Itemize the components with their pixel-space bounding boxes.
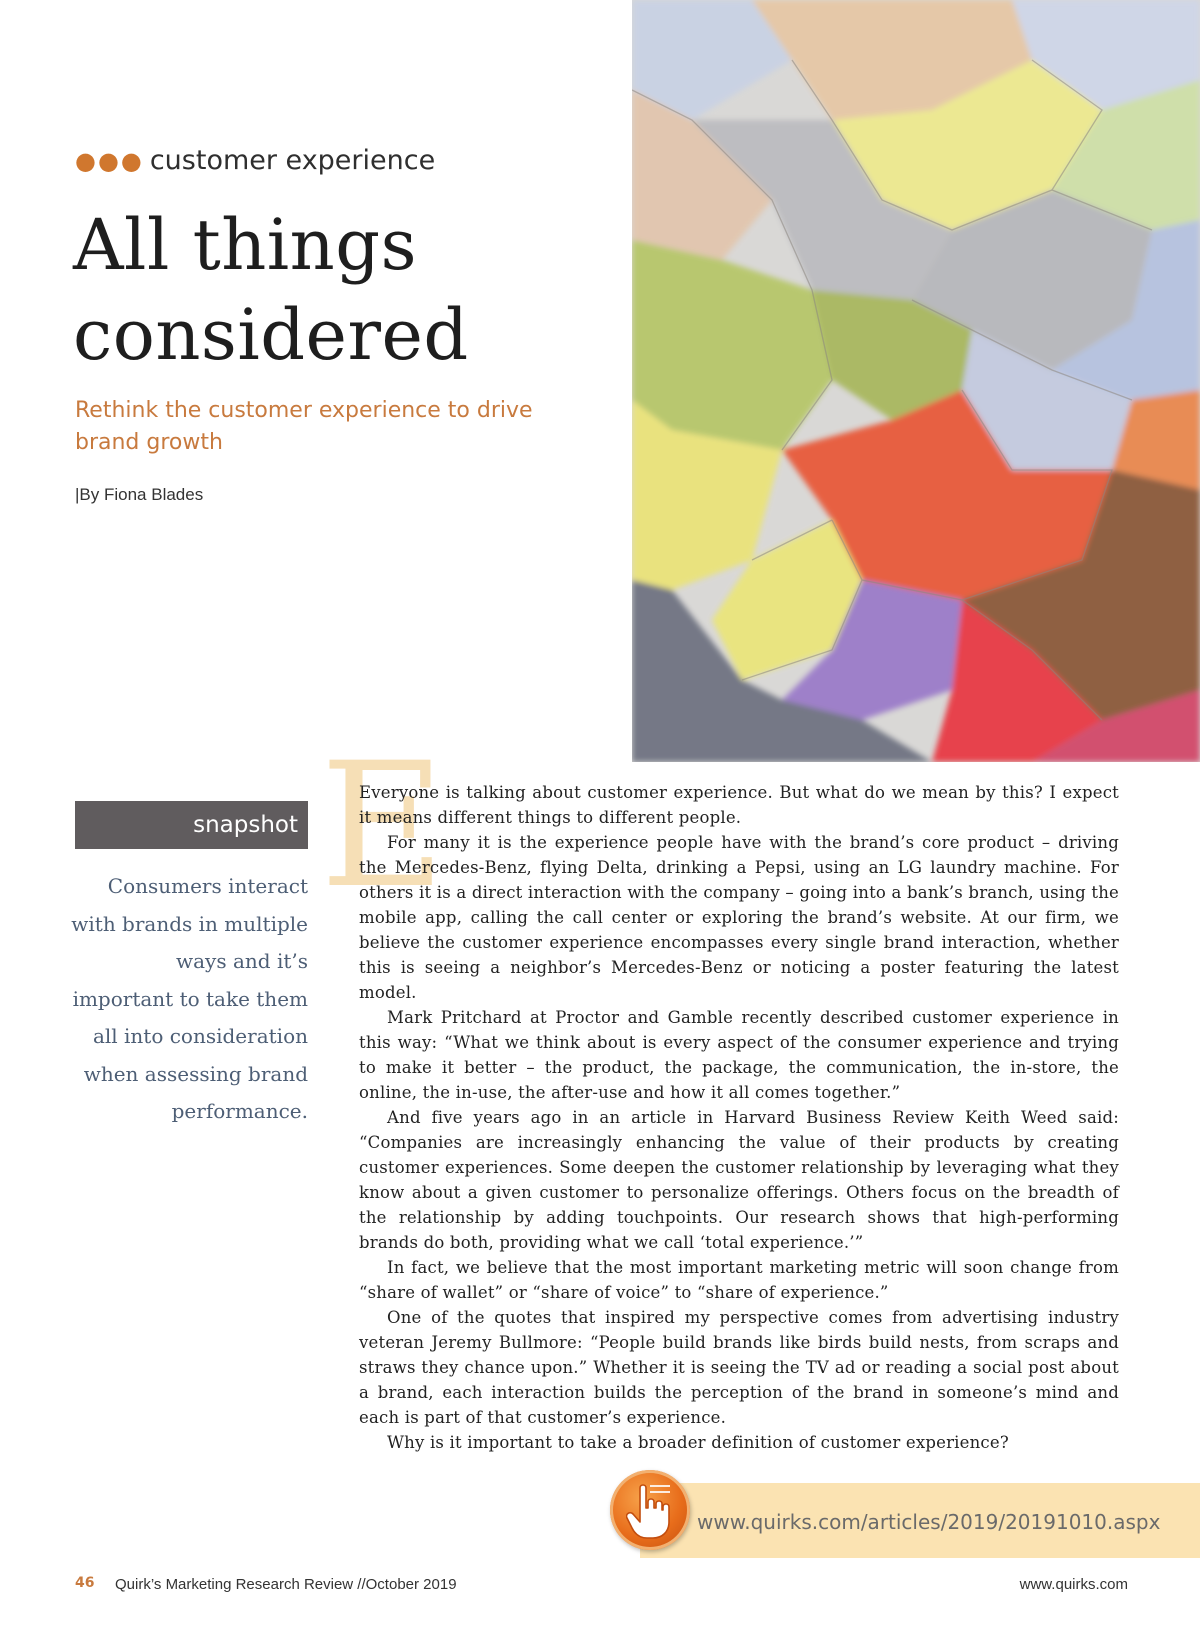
byline: |By Fiona Blades xyxy=(75,485,204,504)
body-paragraph: And five years ago in an article in Harvard Business Review Keith Weed said: “Companies are increasingly enhancing the value of their products by creating customer experiences. Some deepen the customer relationship by leveraging what they know about a given customer to personalize offerings. Others focus on the breadth of the relationship by adding touchpoints. Our research shows that high-performing brands do both, providing what we call ‘total experience.’” xyxy=(359,1108,1119,1252)
drop-cap: E xyxy=(320,725,446,926)
body-paragraph: One of the quotes that inspired my perspective comes from advertising industry veteran Jeremy Bullmore: “People build brands like birds build nests, from scraps and straws they chance upon.” Whether it is seeing the TV ad or reading a social post about a brand, each interaction builds the perception of the brand in someone’s mind and each is part of that customer’s experience. xyxy=(359,1308,1119,1427)
body-paragraph: Why is it important to take a broader definition of customer experience? xyxy=(387,1433,1009,1452)
article-body xyxy=(359,780,1119,1455)
publication-line: Quirk’s Marketing Research Review //October 2019 xyxy=(115,1576,457,1593)
body-paragraph: Mark Pritchard at Proctor and Gamble recently described customer experience in this way: “What we think about is every aspect of the consumer experience and trying to make it better – the product, the package, the communication, the in-store, the online, the in-use, the after-use and how it all comes together.” xyxy=(359,1008,1119,1102)
link-button[interactable] xyxy=(610,1470,690,1550)
body-paragraph: In fact, we believe that the most important marketing metric will soon change from “share of wallet” or “share of voice” to “share of experience.” xyxy=(359,1258,1119,1302)
snapshot-summary: Consumers interact with brands in multiple ways and it’s important to take them all into consideration when assessing brand performance. xyxy=(71,874,308,1123)
body-paragraph: For many it is the experience people have with the brand’s core product – driving the Mercedes-Benz, flying Delta, drinking a Pepsi, using an LG laundry machine. For others it is a direct interaction with the company – going into a bank’s branch, using the mobile app, calling the call center or exploring the brand’s website. At our firm, we believe the customer experience encompasses every single brand interaction, whether this is seeing a neighbor’s Mercedes-Benz or noticing a poster featuring the latest model. xyxy=(359,833,1119,1002)
section-label: customer experience xyxy=(149,145,436,176)
site-link[interactable]: www.quirks.com xyxy=(1019,1576,1128,1593)
section-kicker xyxy=(75,145,435,176)
page-number: 46 xyxy=(75,1575,95,1591)
snapshot-header: snapshot xyxy=(75,801,308,849)
article-url-link[interactable]: www.quirks.com/articles/2019/20191010.aspx xyxy=(697,1510,1161,1534)
bullet-dots-icon: ●●● xyxy=(75,147,144,175)
article-dek: Rethink the customer experience to drive brand growth xyxy=(75,398,533,455)
puzzle-watercolor-illustration xyxy=(632,0,1200,762)
body-paragraph: Everyone is talking about customer experience. But what do we mean by this? I expect it means different things to different people. xyxy=(359,783,1119,827)
pointing-hand-icon xyxy=(626,1482,672,1540)
article-title: All things considered xyxy=(73,204,469,376)
